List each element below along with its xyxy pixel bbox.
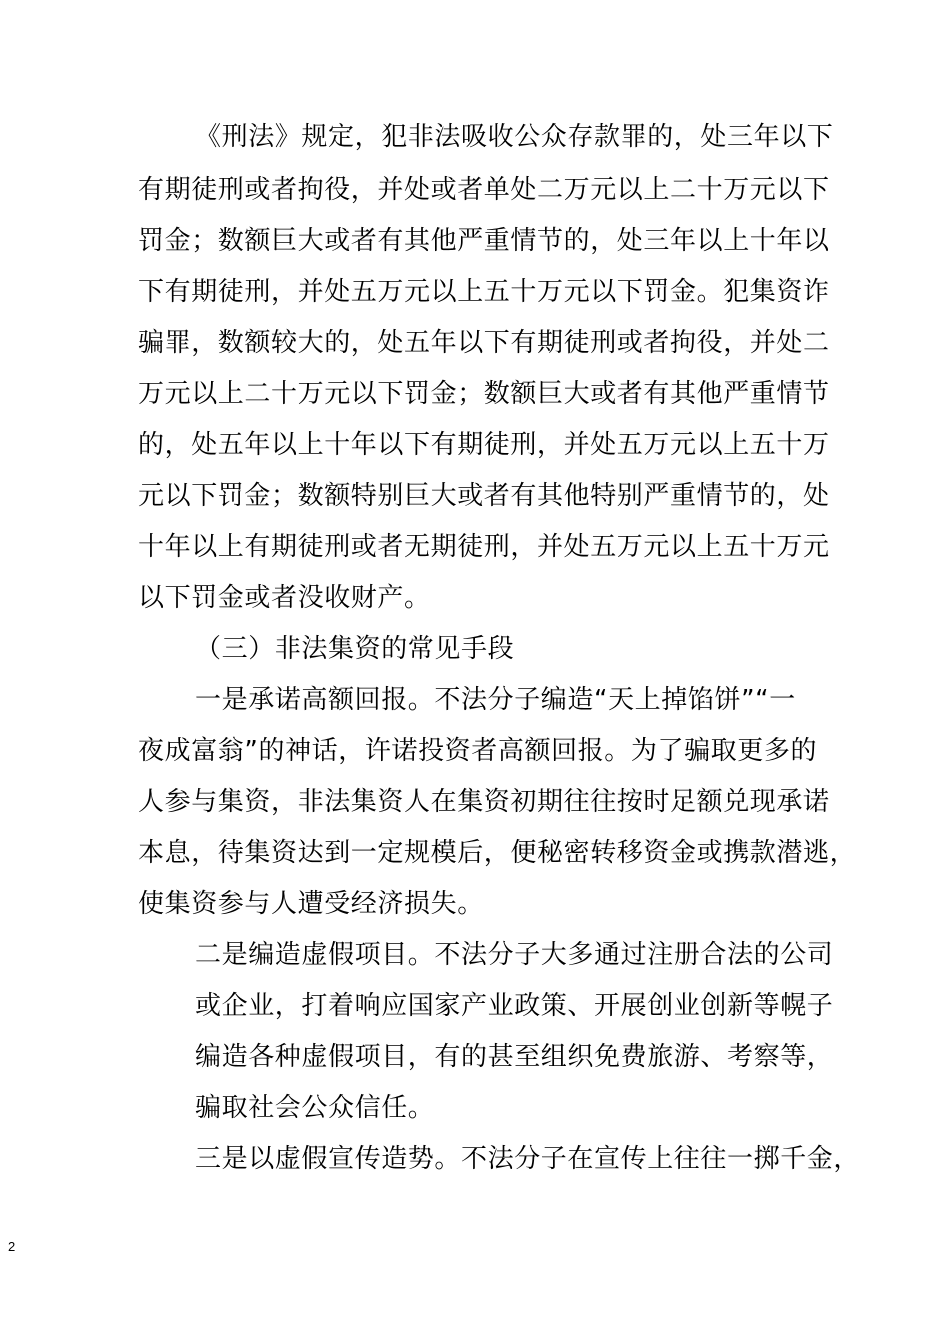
text-line: 骗取社会公众信任。 [195, 1093, 435, 1123]
text-line: 《刑法》规定，犯非法吸收公众存款罪的，处三年以下 [195, 122, 834, 152]
text-line: 或企业，打着响应国家产业政策、开展创业创新等幌子 [195, 991, 834, 1021]
section-heading: （三）非法集资的常见手段 [195, 634, 515, 664]
text-line: 三是以虚假宣传造势。不法分子在宣传上往往一掷千金， [195, 1144, 861, 1174]
page-number: 2 [8, 1239, 16, 1254]
text-line: 的，处五年以上十年以下有期徒刑，并处五万元以上五十万 [138, 430, 830, 460]
text-line: 万元以上二十万元以下罚金；数额巨大或者有其他严重情节 [138, 379, 830, 409]
text-line: 人参与集资，非法集资人在集资初期往往按时足额兑现承诺 [138, 787, 830, 817]
text-line: 罚金；数额巨大或者有其他严重情节的，处三年以上十年以 [138, 226, 830, 256]
text-line: 本息，待集资达到一定规模后，便秘密转移资金或携款潜逃， [138, 838, 857, 868]
text-line: 使集资参与人遭受经济损失。 [138, 889, 484, 919]
text-line: 夜成富翁”的神话，许诺投资者高额回报。为了骗取更多的 [138, 736, 818, 766]
text-line: 下有期徒刑，并处五万元以上五十万元以下罚金。犯集资诈 [138, 277, 830, 307]
text-line: 一是承诺高额回报。不法分子编造“天上掉馅饼”“一 [195, 685, 796, 715]
text-line: 骗罪，数额较大的，处五年以下有期徒刑或者拘役，并处二 [138, 328, 830, 358]
text-line: 元以下罚金；数额特别巨大或者有其他特别严重情节的，处 [138, 481, 830, 511]
text-line: 有期徒刑或者拘役，并处或者单处二万元以上二十万元以下 [138, 175, 830, 205]
text-line: 十年以上有期徒刑或者无期徒刑，并处五万元以上五十万元 [138, 532, 830, 562]
text-line: 二是编造虚假项目。不法分子大多通过注册合法的公司 [195, 940, 834, 970]
text-line: 编造各种虚假项目，有的甚至组织免费旅游、考察等， [195, 1042, 834, 1072]
text-line: 以下罚金或者没收财产。 [138, 583, 431, 613]
